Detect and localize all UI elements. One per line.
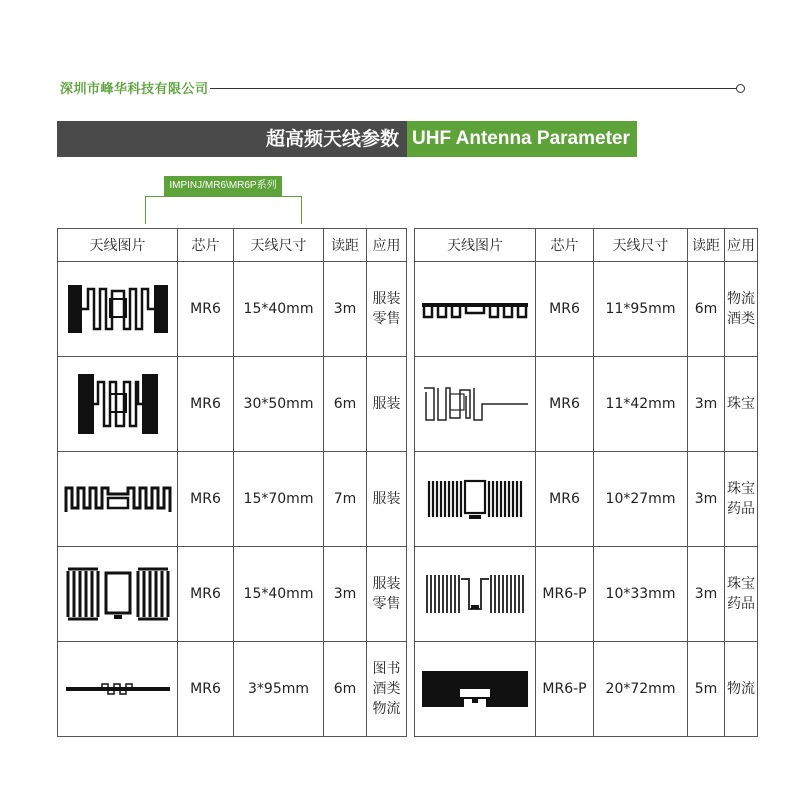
antenna-image-cell (58, 262, 178, 357)
application-text: 服装 (372, 576, 401, 592)
antenna-image-cell (58, 642, 178, 737)
antenna-image (64, 484, 172, 514)
title-chinese: 超高频天线参数 (265, 128, 399, 150)
size-cell: 20*72mm (594, 642, 688, 737)
application-text: 服装 (372, 396, 401, 412)
header-divider-end-dot (736, 84, 745, 93)
application-text: 药品 (727, 501, 755, 517)
application-text: 物流 (727, 681, 755, 697)
application-cell (725, 262, 758, 357)
size-cell: 11*42mm (594, 357, 688, 452)
antenna-image (64, 682, 172, 696)
title-banner-dark (57, 121, 407, 157)
antenna-image (423, 569, 527, 619)
chip-series-tag: IMPINJ/MR6\MR6P系列 (164, 176, 282, 196)
column-header: 应用 (367, 229, 407, 262)
application-cell (725, 642, 758, 737)
right-spec-table (414, 228, 758, 737)
range-cell: 6m (324, 642, 367, 737)
application-cell (367, 357, 407, 452)
antenna-image (76, 372, 160, 436)
application-text: 酒类 (727, 311, 755, 327)
title-banner-green (407, 121, 637, 157)
range-cell: 6m (324, 357, 367, 452)
size-cell: 10*33mm (594, 547, 688, 642)
antenna-image (425, 475, 525, 523)
left-spec-table (57, 228, 407, 737)
size-cell: 10*27mm (594, 452, 688, 547)
antenna-image-cell (415, 642, 536, 737)
chip-cell: MR6 (178, 357, 234, 452)
column-header: 天线尺寸 (234, 229, 324, 262)
chip-cell: MR6-P (536, 547, 594, 642)
size-cell: 30*50mm (234, 357, 324, 452)
column-header: 天线尺寸 (594, 229, 688, 262)
application-text: 服装 (372, 491, 401, 507)
chip-cell: MR6 (178, 547, 234, 642)
column-header: 天线图片 (415, 229, 536, 262)
column-header: 芯片 (178, 229, 234, 262)
size-cell: 11*95mm (594, 262, 688, 357)
application-cell (725, 357, 758, 452)
column-header: 读距 (324, 229, 367, 262)
table-row (58, 262, 407, 357)
application-text: 珠宝 (727, 481, 755, 497)
table-header-row (415, 229, 758, 262)
column-header: 读距 (688, 229, 725, 262)
application-cell (367, 262, 407, 357)
application-text: 图书 (372, 661, 401, 677)
table-row (58, 547, 407, 642)
column-header: 天线图片 (58, 229, 178, 262)
chip-cell: MR6 (536, 452, 594, 547)
antenna-image (420, 384, 530, 424)
range-cell: 3m (324, 262, 367, 357)
antenna-image (64, 563, 172, 625)
range-cell: 6m (688, 262, 725, 357)
chip-cell: MR6 (178, 642, 234, 737)
application-text: 物流 (372, 701, 401, 717)
application-text: 珠宝 (727, 396, 755, 412)
antenna-image-cell (415, 547, 536, 642)
table-row (415, 547, 758, 642)
table-row (58, 642, 407, 737)
chip-cell: MR6-P (536, 642, 594, 737)
application-text: 服装 (372, 291, 401, 307)
range-cell: 5m (688, 642, 725, 737)
title-english: UHF Antenna Parameter (412, 128, 630, 149)
column-header: 芯片 (536, 229, 594, 262)
application-text: 珠宝 (727, 576, 755, 592)
size-cell: 3*95mm (234, 642, 324, 737)
size-cell: 15*40mm (234, 547, 324, 642)
table-row (58, 357, 407, 452)
table-row (58, 452, 407, 547)
antenna-image (66, 281, 170, 337)
antenna-image-cell (58, 452, 178, 547)
antenna-image-cell (415, 452, 536, 547)
size-cell: 15*40mm (234, 262, 324, 357)
antenna-image-cell (415, 357, 536, 452)
antenna-image (420, 669, 530, 709)
chip-cell: MR6 (536, 262, 594, 357)
header-divider (210, 88, 736, 89)
antenna-image-cell (58, 547, 178, 642)
range-cell: 3m (324, 547, 367, 642)
table-row (415, 642, 758, 737)
antenna-image (420, 297, 530, 321)
range-cell: 3m (688, 357, 725, 452)
range-cell: 3m (688, 547, 725, 642)
chip-cell: MR6 (178, 262, 234, 357)
application-cell (367, 642, 407, 737)
application-text: 物流 (727, 291, 755, 307)
range-cell: 7m (324, 452, 367, 547)
application-text: 药品 (727, 596, 755, 612)
application-cell (725, 452, 758, 547)
chip-cell: MR6 (536, 357, 594, 452)
table-header-row (58, 229, 407, 262)
range-cell: 3m (688, 452, 725, 547)
table-row (415, 452, 758, 547)
application-cell (367, 452, 407, 547)
table-row (415, 262, 758, 357)
column-header: 应用 (725, 229, 758, 262)
application-cell (725, 547, 758, 642)
antenna-image-cell (58, 357, 178, 452)
table-row (415, 357, 758, 452)
application-text: 酒类 (372, 681, 401, 697)
chip-cell: MR6 (178, 452, 234, 547)
company-name: 深圳市峰华科技有限公司 (60, 82, 209, 97)
application-text: 零售 (372, 311, 401, 327)
application-cell (367, 547, 407, 642)
chip-series-bracket (145, 196, 302, 224)
size-cell: 15*70mm (234, 452, 324, 547)
antenna-image-cell (415, 262, 536, 357)
application-text: 零售 (372, 596, 401, 612)
